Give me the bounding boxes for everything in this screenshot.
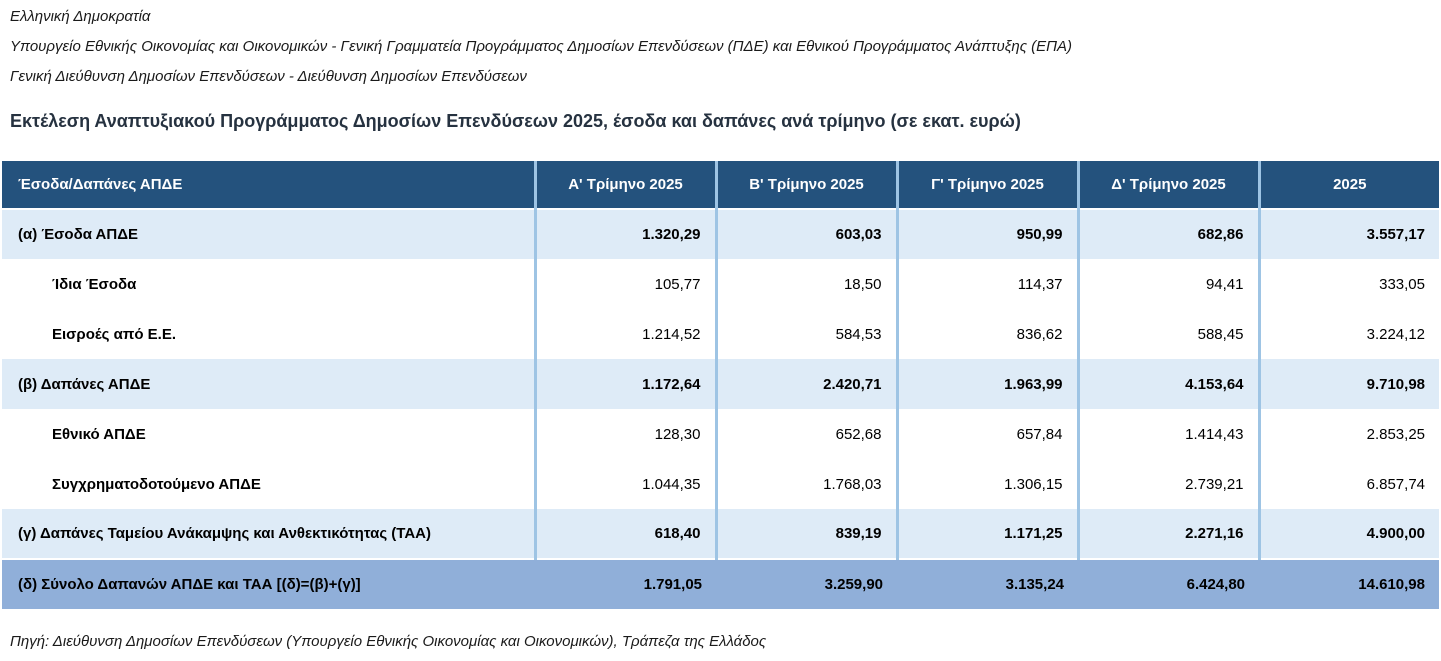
value-cell: 588,45 xyxy=(1078,309,1259,359)
value-cell: 4.900,00 xyxy=(1259,509,1439,559)
value-cell: 2.420,71 xyxy=(716,359,897,409)
value-cell: 9.710,98 xyxy=(1259,359,1439,409)
value-cell: 603,03 xyxy=(716,209,897,259)
value-cell: 1.306,15 xyxy=(897,459,1078,509)
value-cell: 1.214,52 xyxy=(535,309,716,359)
value-cell: 836,62 xyxy=(897,309,1078,359)
row-label: (α) Έσοδα ΑΠΔΕ xyxy=(2,209,535,259)
budget-table xyxy=(2,161,1439,609)
table-row xyxy=(2,259,1439,309)
table-row xyxy=(2,509,1439,559)
row-label: (γ) Δαπάνες Ταμείου Ανάκαμψης και Ανθεκτικότητας (ΤΑΑ) xyxy=(2,509,535,559)
value-cell: 14.610,98 xyxy=(1259,559,1439,609)
value-cell: 1.171,25 xyxy=(897,509,1078,559)
table-header-row xyxy=(2,161,1439,209)
value-cell: 3.557,17 xyxy=(1259,209,1439,259)
row-label: Εθνικό ΑΠΔΕ xyxy=(2,409,535,459)
value-cell: 114,37 xyxy=(897,259,1078,309)
source-note: Πηγή: Διεύθυνση Δημοσίων Επενδύσεων (Υπουργείο Εθνικής Οικονομίας και Οικονομικών), Τράπεζα της Ελλάδος xyxy=(10,633,767,650)
value-cell: 950,99 xyxy=(897,209,1078,259)
row-label: Ίδια Έσοδα xyxy=(2,259,535,309)
value-cell: 333,05 xyxy=(1259,259,1439,309)
table-body xyxy=(2,209,1439,609)
table-row xyxy=(2,359,1439,409)
value-cell: 2.853,25 xyxy=(1259,409,1439,459)
column-header-q2: Β' Τρίμηνο 2025 xyxy=(716,161,897,209)
table-row xyxy=(2,409,1439,459)
org-header xyxy=(0,0,1441,85)
column-header-year-total: 2025 xyxy=(1259,161,1439,209)
value-cell: 1.768,03 xyxy=(716,459,897,509)
value-cell: 4.153,64 xyxy=(1078,359,1259,409)
value-cell: 682,86 xyxy=(1078,209,1259,259)
value-cell: 618,40 xyxy=(535,509,716,559)
value-cell: 6.857,74 xyxy=(1259,459,1439,509)
org-line-1: Ελληνική Δημοκρατία xyxy=(10,8,151,25)
row-label: (δ) Σύνολο Δαπανών ΑΠΔΕ και ΤΑΑ [(δ)=(β)+(γ)] xyxy=(2,559,535,609)
column-header-row-label: Έσοδα/Δαπάνες ΑΠΔΕ xyxy=(2,161,535,209)
value-cell: 839,19 xyxy=(716,509,897,559)
value-cell: 3.135,24 xyxy=(897,559,1078,609)
column-header-q3: Γ' Τρίμηνο 2025 xyxy=(897,161,1078,209)
column-header-q4: Δ' Τρίμηνο 2025 xyxy=(1078,161,1259,209)
row-label: Εισροές από Ε.Ε. xyxy=(2,309,535,359)
table-row xyxy=(2,209,1439,259)
value-cell: 6.424,80 xyxy=(1078,559,1259,609)
value-cell: 1.963,99 xyxy=(897,359,1078,409)
value-cell: 1.320,29 xyxy=(535,209,716,259)
value-cell: 584,53 xyxy=(716,309,897,359)
value-cell: 18,50 xyxy=(716,259,897,309)
value-cell: 2.271,16 xyxy=(1078,509,1259,559)
value-cell: 657,84 xyxy=(897,409,1078,459)
value-cell: 1.414,43 xyxy=(1078,409,1259,459)
value-cell: 128,30 xyxy=(535,409,716,459)
value-cell: 652,68 xyxy=(716,409,897,459)
row-label: (β) Δαπάνες ΑΠΔΕ xyxy=(2,359,535,409)
org-line-3: Γενική Διεύθυνση Δημοσίων Επενδύσεων - Διεύθυνση Δημοσίων Επενδύσεων xyxy=(10,68,527,85)
table-row xyxy=(2,459,1439,509)
value-cell: 2.739,21 xyxy=(1078,459,1259,509)
row-label: Συγχρηματοδοτούμενο ΑΠΔΕ xyxy=(2,459,535,509)
value-cell: 105,77 xyxy=(535,259,716,309)
value-cell: 94,41 xyxy=(1078,259,1259,309)
table-row xyxy=(2,559,1439,609)
value-cell: 3.259,90 xyxy=(716,559,897,609)
value-cell: 1.172,64 xyxy=(535,359,716,409)
value-cell: 1.791,05 xyxy=(535,559,716,609)
page-title: Εκτέλεση Αναπτυξιακού Προγράμματος Δημοσίων Επενδύσεων 2025, έσοδα και δαπάνες ανά τρίμηνο (σε εκατ. ευρώ) xyxy=(10,111,1021,131)
table-row xyxy=(2,309,1439,359)
value-cell: 3.224,12 xyxy=(1259,309,1439,359)
org-line-2: Υπουργείο Εθνικής Οικονομίας και Οικονομικών - Γενική Γραμματεία Προγράμματος Δημοσίων Επενδύσεων (ΠΔΕ) και Εθνικού Προγράμματος Ανάπτυξης (ΕΠΑ) xyxy=(10,38,1073,55)
column-header-q1: Α' Τρίμηνο 2025 xyxy=(535,161,716,209)
value-cell: 1.044,35 xyxy=(535,459,716,509)
